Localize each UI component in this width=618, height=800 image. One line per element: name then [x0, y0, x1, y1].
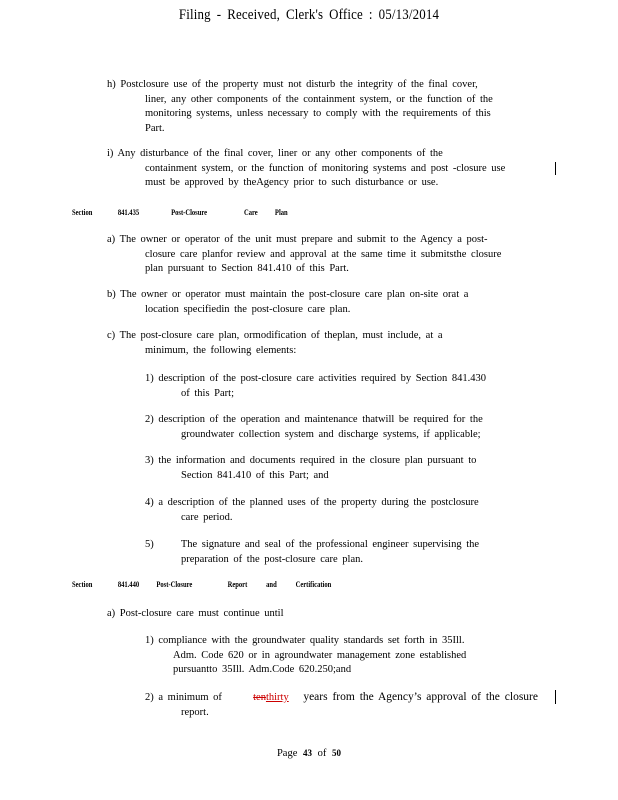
- item-h-line-2: liner, any other components of the containment system, or the function of the: [145, 93, 493, 105]
- item-i-line-3: must be approved by theAgency prior to such disturbance or use.: [145, 177, 439, 188]
- subitem-5-line-1: The signature and seal of the professional engineer supervising the: [180, 539, 480, 550]
- subitem-1-line-2: of this Part;: [181, 387, 234, 399]
- section-number: 841.440: [117, 580, 140, 589]
- section-841-440-heading: [72, 580, 331, 589]
- item-435-b-line-1: b) The owner or operator must maintain the post-closure care plan on-site orat a: [107, 289, 469, 300]
- item-435-b-line-2: location specifiedin the post-closure care plan.: [145, 303, 351, 315]
- section-title-part: Post-Closure: [156, 580, 193, 589]
- subitem-3: [145, 454, 476, 483]
- subitem-5: [145, 538, 479, 567]
- subitem-5-line-2: preparation of the post-closure care plan.: [181, 553, 364, 565]
- change-bar: [555, 162, 556, 175]
- item-435-a-line-3: plan pursuant to Section 841.410 of this Part.: [145, 263, 349, 274]
- subitem-4-line-1: 4) a description of the planned uses of the property during the postclosure: [145, 497, 479, 508]
- subitem-440-2-rest: years from the Agency’s approval of the closure: [303, 691, 538, 703]
- page-footer: [0, 748, 618, 759]
- subitem-2-line-2: groundwater collection system and discharge systems, if applicable;: [181, 428, 481, 440]
- subitem-4-line-2: care period.: [181, 511, 233, 523]
- change-bar: [555, 690, 556, 704]
- section-title-part: Care: [243, 208, 258, 217]
- item-h-line-4: Part.: [145, 122, 165, 134]
- item-435-c-line-2: minimum, the following elements:: [145, 344, 297, 356]
- struck-text: ten: [253, 692, 266, 703]
- subitem-3-line-1: 3) the information and documents required in the closure plan pursuant to: [145, 455, 477, 466]
- section-title-part: Post-Closure: [171, 208, 208, 217]
- page-total: 50: [332, 748, 342, 758]
- item-435-b: [107, 288, 468, 317]
- subitem-440-1-line-1: 1) compliance with the groundwater quality standards set forth in 35Ill.: [145, 635, 465, 646]
- section-841-435-heading: [72, 208, 288, 217]
- section-number: 841.435: [117, 208, 140, 217]
- item-435-a: [107, 233, 501, 277]
- item-i-line-1: i) Any disturbance of the final cover, liner or any other components of the: [107, 148, 443, 159]
- filing-header: Filing - Received, Clerk's Office : 05/13/2014: [178, 7, 440, 23]
- item-440-a: [107, 607, 284, 622]
- subitem-440-2-line-2: report.: [181, 706, 209, 718]
- item-h: [107, 78, 493, 136]
- page-number: 43: [303, 748, 313, 758]
- item-435-c: [107, 329, 443, 358]
- item-h-line-3: monitoring systems, unless necessary to comply with the requirements of this: [145, 108, 491, 119]
- item-435-a-line-2: closure care planfor review and approval at the same time it submitsthe closure: [145, 248, 502, 260]
- item-435-a-line-1: a) The owner or operator of the unit must prepare and submit to the Agency a post-: [107, 234, 488, 245]
- section-label: Section: [72, 208, 93, 217]
- subitem-5-number: 5): [145, 539, 154, 550]
- section-label: Section: [72, 580, 93, 589]
- subitem-440-2: [145, 690, 538, 720]
- subitem-1: [145, 372, 486, 401]
- item-h-line-1: h) Postclosure use of the property must not disturb the integrity of the final cover,: [107, 79, 478, 90]
- subitem-440-2-prefix: 2) a minimum of: [145, 692, 222, 703]
- page-of: of: [317, 748, 327, 759]
- subitem-2: [145, 413, 483, 442]
- item-440-a-line-1: a) Post-closure care must continue until: [107, 608, 284, 619]
- section-title-part: Report: [227, 580, 248, 589]
- subitem-440-1: [145, 634, 466, 678]
- subitem-2-line-1: 2) description of the operation and maintenance thatwill be required for the: [145, 414, 483, 425]
- item-i-line-2: containment system, or the function of monitoring systems and post -closure use: [145, 162, 506, 174]
- section-title-part: Plan: [274, 208, 288, 217]
- subitem-440-1-line-2: Adm. Code 620 or in agroundwater management zone established: [173, 649, 467, 661]
- subitem-1-line-1: 1) description of the post-closure care activities required by Section 841.430: [145, 373, 487, 384]
- inserted-text: thirty: [265, 692, 289, 703]
- page-prefix: Page: [276, 748, 298, 759]
- item-i: [107, 147, 505, 191]
- subitem-3-line-2: Section 841.410 of this Part; and: [181, 469, 329, 481]
- section-title-part: and: [266, 580, 277, 589]
- section-title-part: Certification: [295, 580, 332, 589]
- item-435-c-line-1: c) The post-closure care plan, ormodification of theplan, must include, at a: [107, 330, 443, 341]
- subitem-4: [145, 496, 479, 525]
- subitem-440-1-line-3: pursuantto 35Ill. Adm.Code 620.250;and: [173, 664, 352, 675]
